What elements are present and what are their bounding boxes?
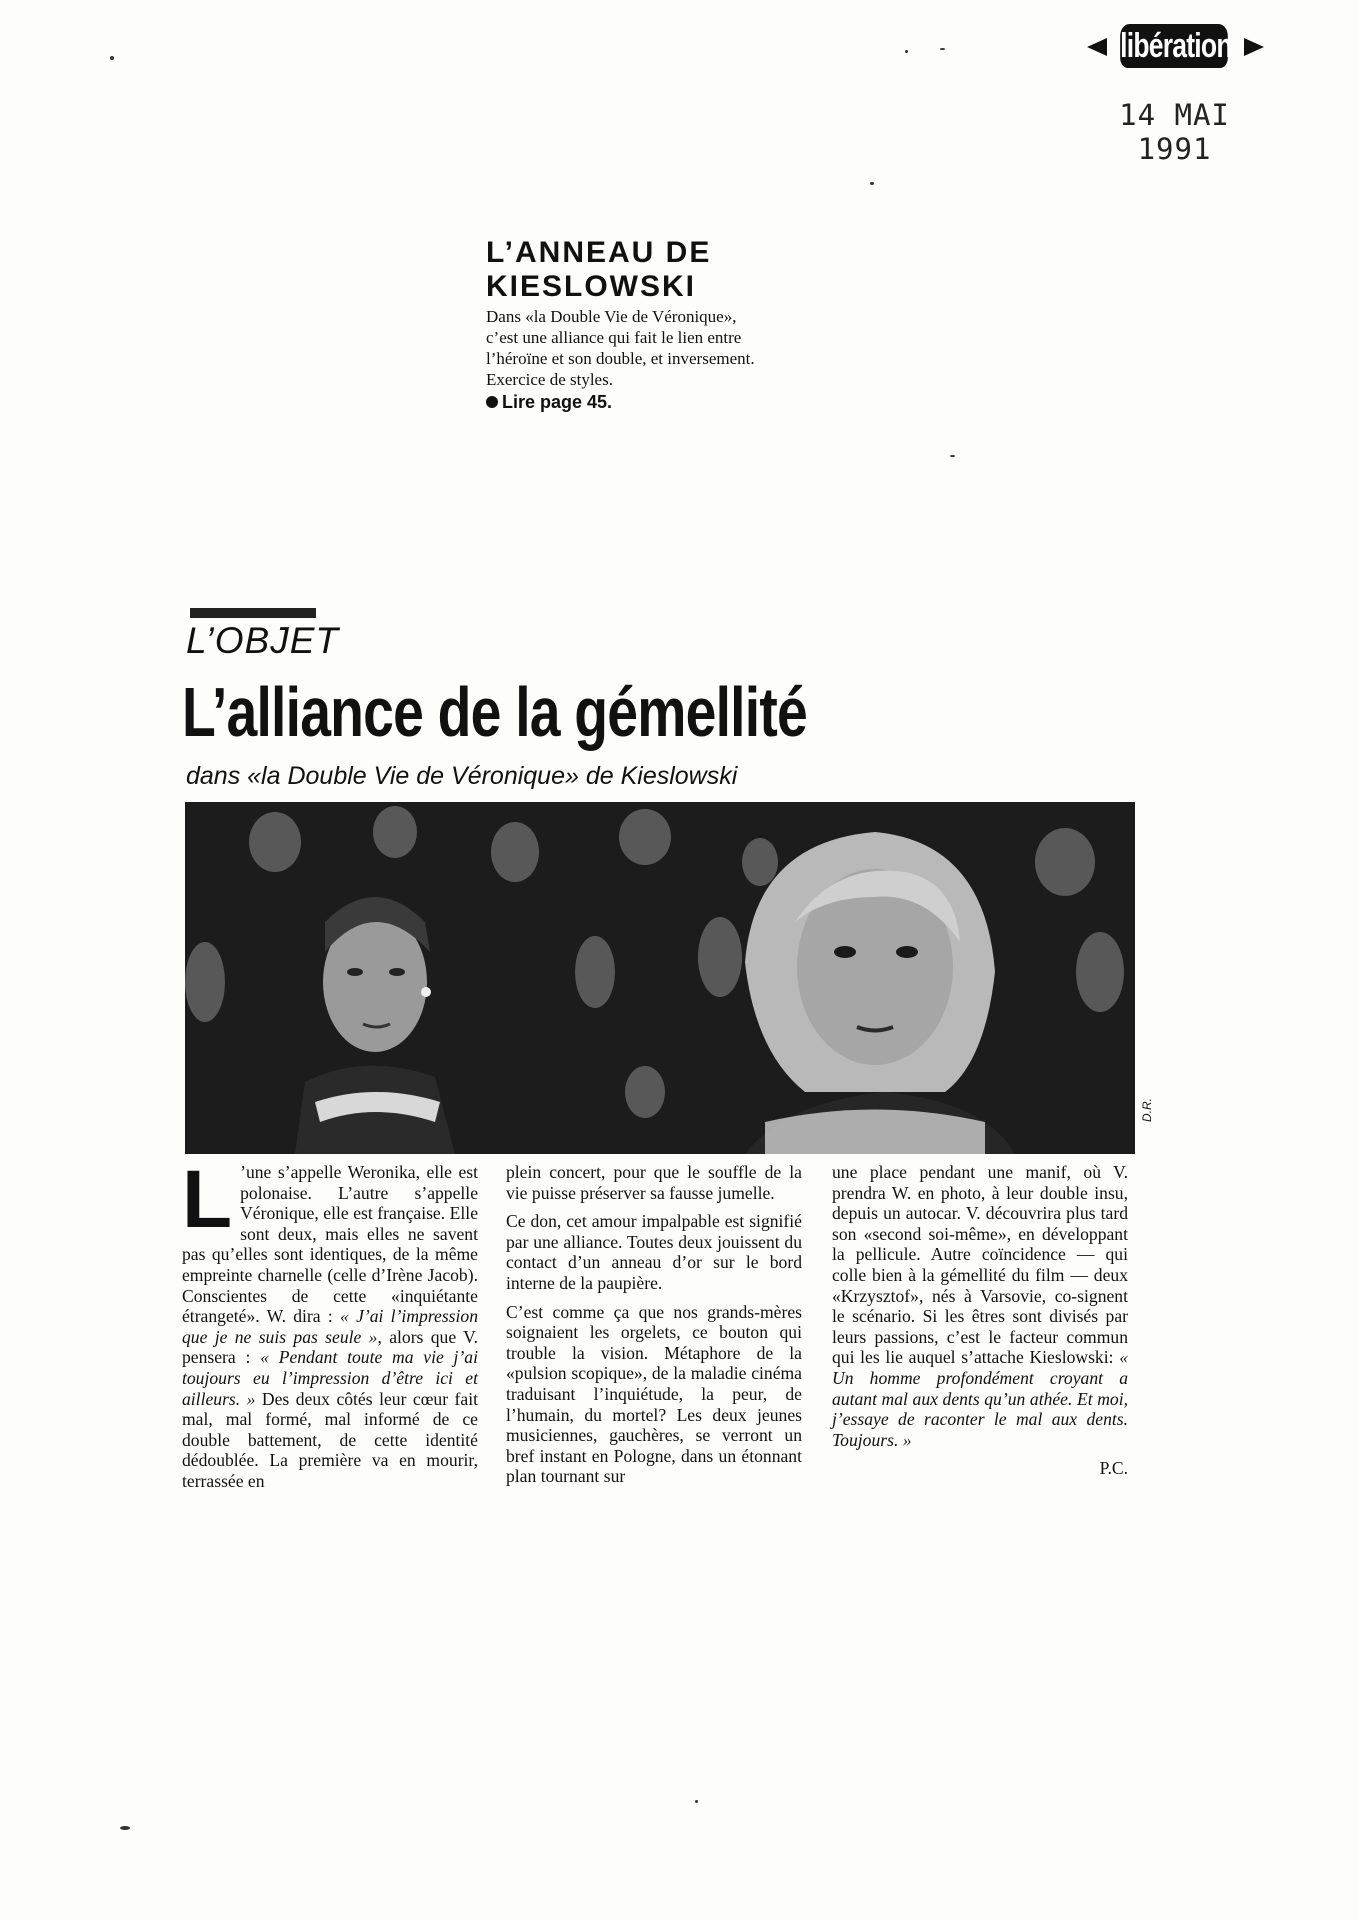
scan-speck — [120, 1826, 130, 1830]
liberation-logo — [1083, 22, 1268, 72]
col1-mid-text: , alors que V. pensera : — [182, 1326, 478, 1368]
article-column-1 — [182, 1154, 478, 1500]
scan-speck — [940, 48, 945, 50]
teaser-title — [486, 236, 756, 304]
col3-text: une place pendant une manif, où V. prendra W. en photo, à leur double insu, depuis un autocar. V. découvrira plus tard son «second soi-même», en développant la pellicule. Autre coïncidence — qui colle bien à la gémellité du film — deux «Krzysztof», nés à Varsovie, co-signent le scénario. Si les êtres sont divisés par leurs passions, c’est le facteur commun qui les lie auquel s’attache Kieslowski: — [832, 1162, 1128, 1368]
article-paragraph — [182, 1154, 478, 1492]
rubric-rule — [190, 608, 316, 618]
film-still-illustration — [185, 802, 1135, 1154]
drop-cap: L — [182, 1154, 233, 1245]
col1-quote-2: « Pendant toute ma vie j’ai toujours eu l’impression d’être ici et ailleurs. » — [182, 1347, 478, 1409]
headline: L’alliance de la gémellité — [182, 673, 807, 751]
col2-paragraph-2: Ce don, cet amour impalpable est signifié par une alliance. Toutes deux jouissent du contact d’un anneau d’or sur le bord interne de la paupière. — [506, 1211, 802, 1293]
teaser-box — [486, 236, 756, 413]
film-still-photo — [185, 802, 1135, 1154]
col1-quote-1: « J’ai l’impression que je ne suis pas seule » — [182, 1306, 478, 1347]
logo-wordmark: libération — [1120, 24, 1228, 68]
col3-paragraph — [832, 1162, 1128, 1450]
scan-speck — [950, 455, 955, 457]
col1-text: ’une s’appelle Weronika, elle est polonaise. L’autre s’appelle Véronique, elle est française. Elle sont deux, mais elles ne savent pas qu’elles sont identiques, de la même empreinte charnelle (celle d’Irène Jacob). Conscientes de cette «inquiétante étrangeté». W. dira : — [182, 1162, 478, 1327]
article-column-2 — [506, 1162, 802, 1495]
col1-end-text: Des deux côtés leur cœur fait mal, mal formé, mal informé de ce double battement, de cette identité dédoublée. La première va en mourir, terrassée en — [182, 1388, 478, 1491]
teaser-link-text: Lire page 45. — [502, 392, 613, 412]
publication-date: 14 MAI 1991 — [1119, 98, 1230, 166]
teaser-body: Dans «la Double Vie de Véronique», c’est une alliance qui fait le lien entre l’héroïne et son double, et inversement. Exercice de styles. — [486, 307, 755, 389]
scan-speck — [870, 182, 874, 185]
author-signature: P.C. — [1099, 1458, 1128, 1479]
scan-speck — [905, 50, 908, 53]
bullet-icon — [486, 396, 498, 408]
teaser-page-link — [486, 392, 756, 413]
col3-quote: « Un homme profondément croyant a autant mal aux dents qu’un athée. Et moi, j’essaye de raconter le mal aux dents. Toujours. » — [832, 1347, 1128, 1450]
scan-speck — [695, 1800, 698, 1803]
scan-speck — [110, 56, 114, 60]
logo-arrow-left-icon — [1087, 38, 1107, 56]
article-column-3 — [832, 1162, 1128, 1479]
col2-paragraph-1: plein concert, pour que le souffle de la vie puisse préserver sa fausse jumelle. — [506, 1162, 802, 1203]
col2-paragraph-3: C’est comme ça que nos grands-mères soignaient les orgelets, ce bouton qui trouble la vision. Métaphore de la «pulsion scopique», de la maladie cinéma traduisant l’inquiétude, la peur, de l’humain, du mortel? Les deux jeunes musiciennes, gauchères, se verront un bref instant en Pologne, dans un étonnant plan tournant sur — [506, 1301, 802, 1487]
rubric-label: L’OBJET — [186, 620, 339, 661]
photo-credit: D.R. — [1140, 1098, 1154, 1122]
teaser-title-line2: KIESLOWSKI — [486, 270, 697, 303]
subheadline: dans «la Double Vie de Véronique» de Kieslowski — [186, 762, 738, 790]
teaser-title-line1: L’ANNEAU DE — [486, 236, 712, 269]
logo-arrow-right-icon — [1244, 38, 1264, 56]
